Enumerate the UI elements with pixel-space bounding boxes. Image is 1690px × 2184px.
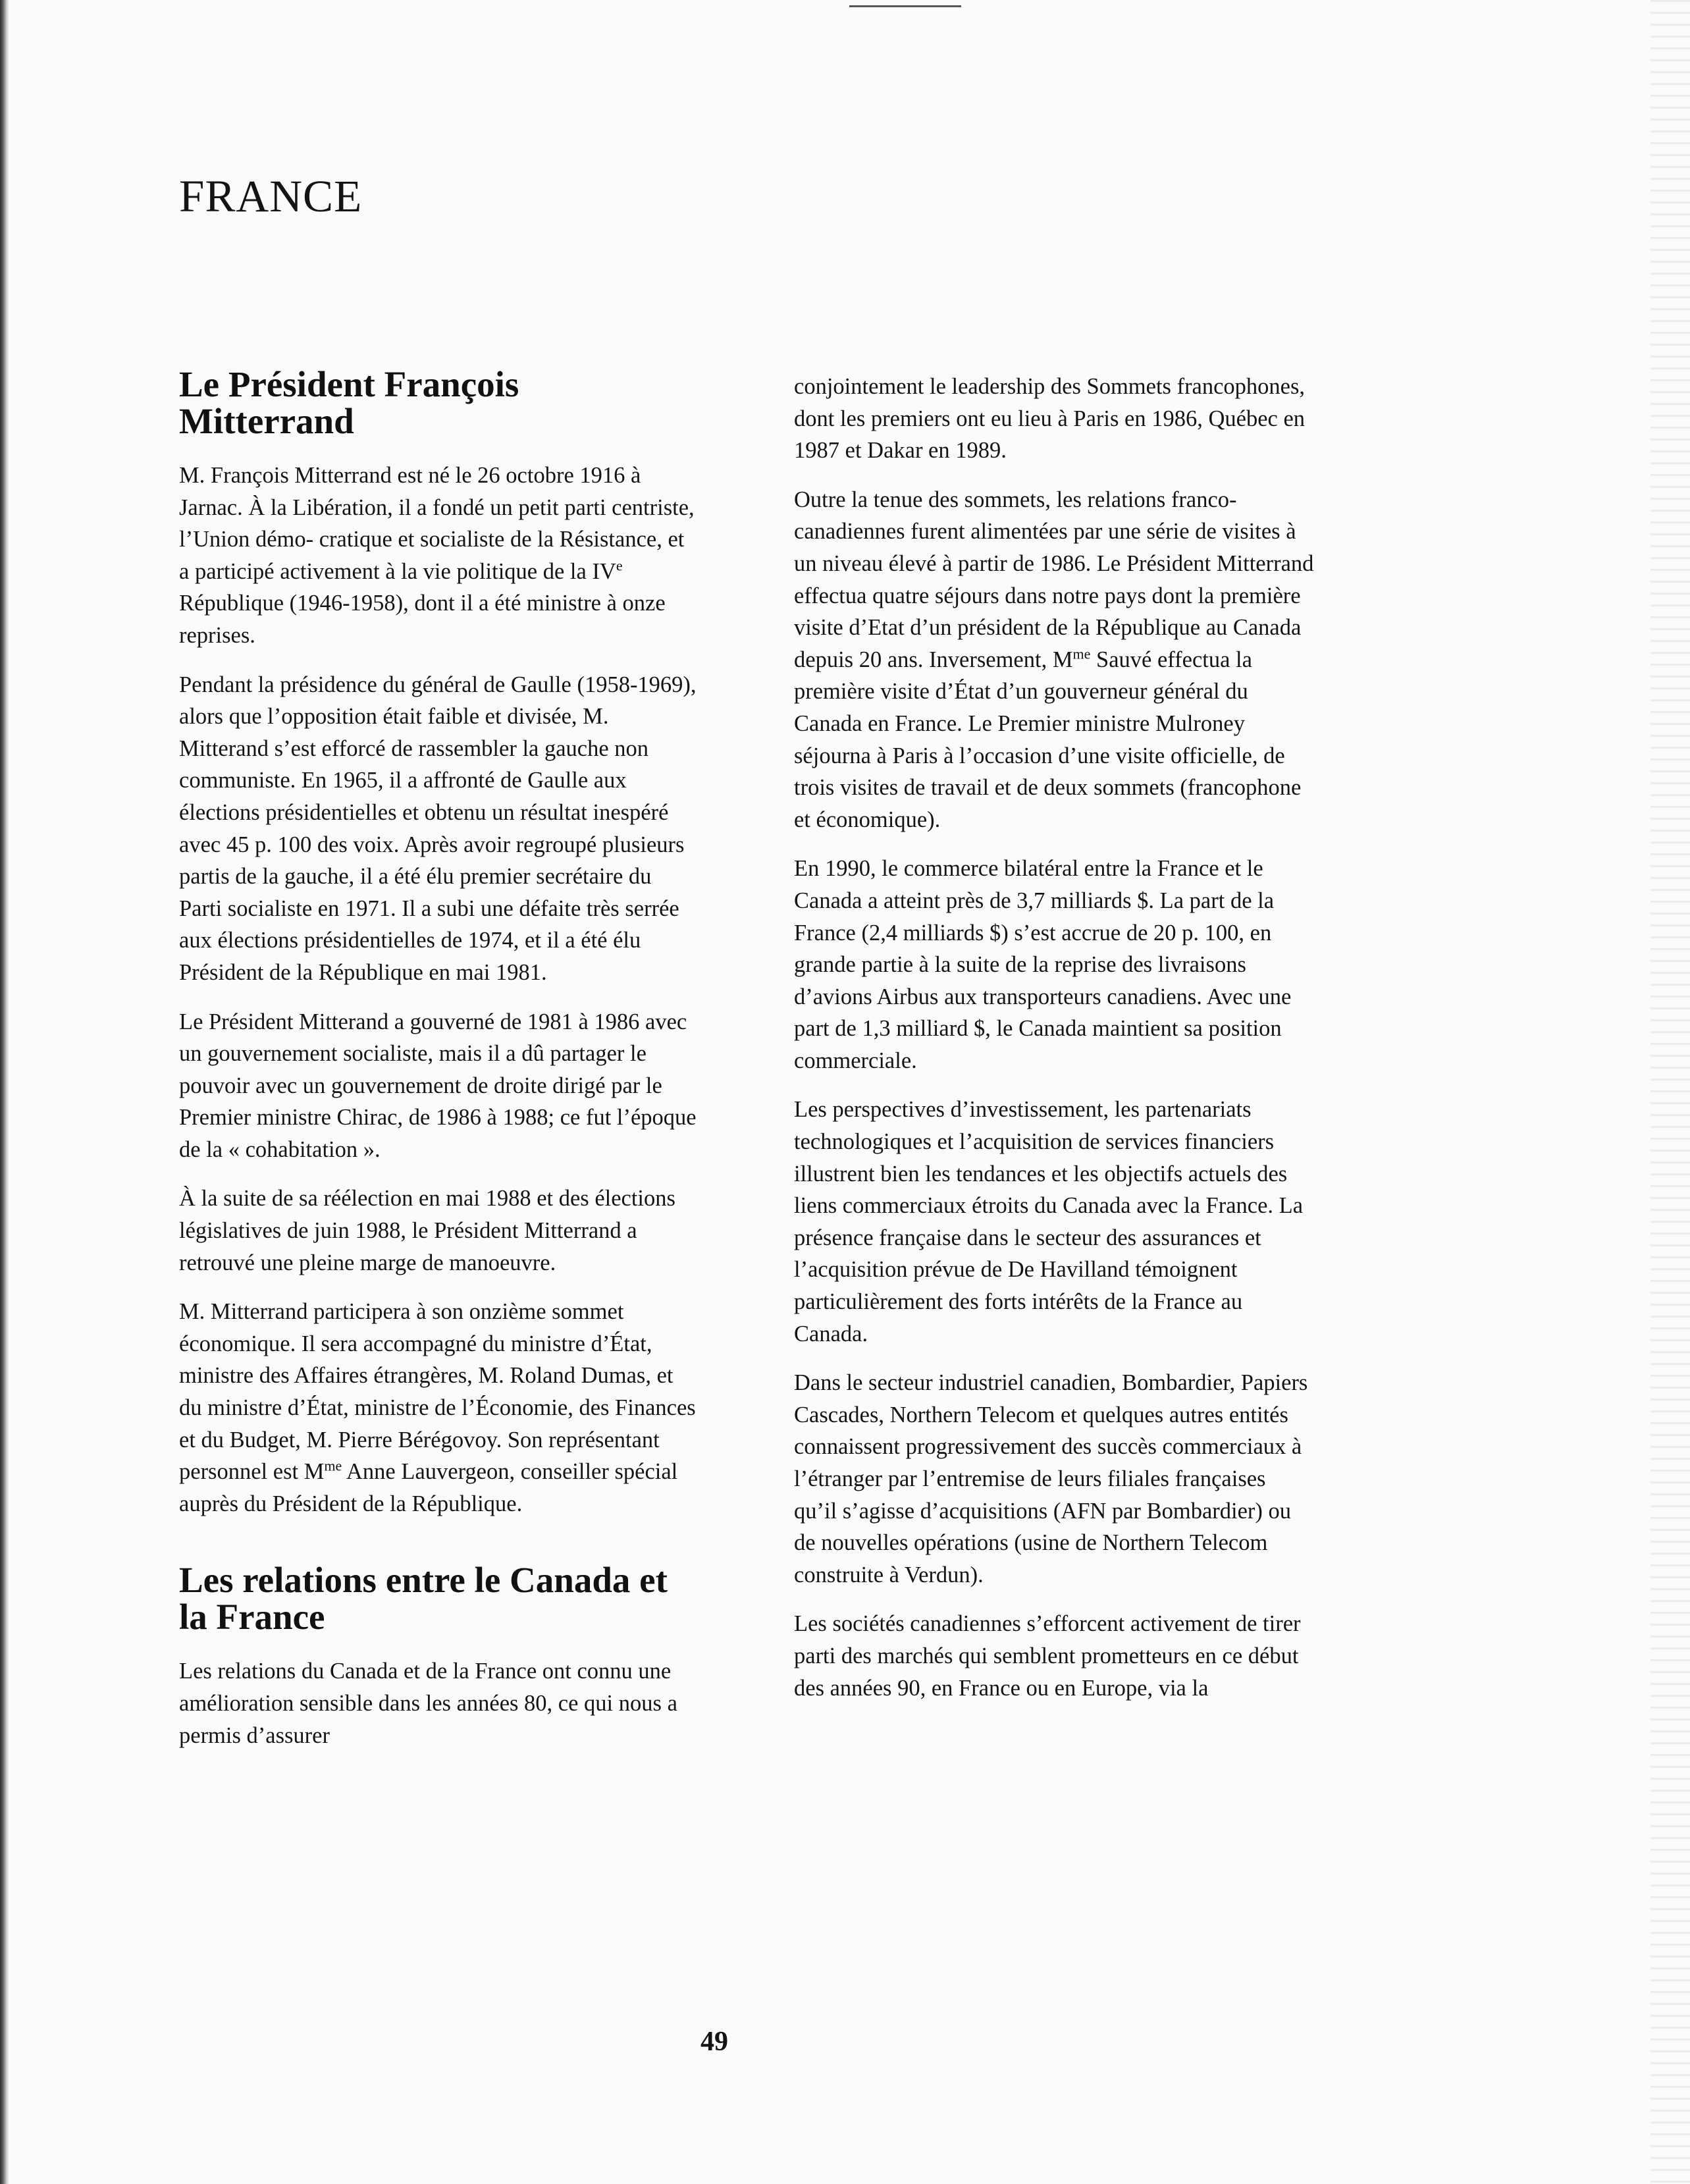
paragraph-text: Outre la tenue des sommets, les relations franco-canadiennes furent alimentées par une série de visites à un niveau élevé à partir de 1986. Le Président Mitterrand effectua quatre séjours dans notre pays dont la première visite d’Etat d’un président de la République au Canada depuis 20 ans. Inversement,	[794, 487, 1314, 672]
paragraph-investment: Les perspectives d’investissement, les partenariats technologiques et l’acquisition de services financiers illustrent bien les tendances et les objectifs actuels des liens commerciaux étroits du Canada avec la France. La présence française dans le secteur des assurances et l’acquisition prévue de De Havilland témoignent particulièrement des forts intérêts de la France au Canada.	[794, 1097, 1304, 1346]
section-heading-relations: Les relations entre le Canada et la France	[179, 1560, 668, 1638]
ordinal-superscript: e	[616, 557, 623, 574]
scan-right-edge-noise	[1650, 0, 1690, 2184]
honorific-base: M	[304, 1459, 325, 1485]
honorific-base: M	[1052, 647, 1073, 672]
paragraph-cohabitation: Le Président Mitterand a gouverné de 1981 à 1986 avec un gouvernement socialiste, mais il a dû partager le pouvoir avec un gouvernement de droite dirigé par le Premier ministre Chirac, de 1986 à 1988; ce fut l’époque de la « cohabitation ».	[179, 1009, 697, 1162]
paragraph-text: M. Mitterrand participera à son onzième sommet économique. Il sera accompagné du ministre d’État, ministre des Affaires étrangères, M. Roland Dumas, et du ministre d’État, ministre de l’Économie, des Finances et du Budget, M. Pierre Bérégovoy. Son représentant personnel est	[179, 1299, 696, 1485]
paragraph-text: Sauvé effectua la première visite d’État d’un gouverneur général du Canada en France. Le Premier ministre Mulroney séjourna à Paris à l’occasion d’une visite officielle, de trois visites de travail et de deux sommets (francophone et économique).	[794, 647, 1302, 832]
paragraph-official-visits	[794, 484, 1314, 836]
paragraph-text: Anne Lauvergeon, conseiller spécial auprès du Président de la République.	[179, 1459, 678, 1516]
paragraph-relations-intro: Les relations du Canada et de la France ont connu une amélioration sensible dans les années 80, ce qui nous a permis d’assurer	[179, 1659, 677, 1748]
paragraph-text: M. François Mitterrand est né le 26 octobre 1916 à Jarnac. À la Libération, il a fondé un petit parti centriste, l’Union démo- cratique et socialiste de la Résistance, et a participé activement à la vie politique de la	[179, 463, 695, 584]
paragraph-text: République (1946-1958), dont il a été ministre à onze reprises.	[179, 591, 666, 648]
paragraph-biography	[179, 460, 699, 652]
honorific	[304, 1459, 342, 1484]
page-title: FRANCE	[179, 171, 363, 221]
republic-ordinal	[592, 559, 622, 584]
honorific-superscript: me	[324, 1457, 342, 1474]
paragraph-summit-delegation	[179, 1296, 699, 1520]
right-column	[794, 371, 1314, 1721]
paragraph-canadian-companies: Les sociétés canadiennes s’efforcent activement de tirer parti des marchés qui semblent prometteurs en ce début des années 90, en France ou en Europe, via la	[794, 1611, 1301, 1701]
paragraph-reelection: À la suite de sa réélection en mai 1988 et des élections législatives de juin 1988, le Président Mitterrand a retrouvé une pleine marge de manoeuvre.	[179, 1186, 675, 1275]
paragraph-bilateral-trade: En 1990, le commerce bilatéral entre la France et le Canada a atteint près de 3,7 milliards $. La part de la France (2,4 milliards $) s’est accrue de 20 p. 100, en grande partie à la suite de la reprise des livraisons d’avions Airbus aux transporteurs canadiens. Avec une part de 1,3 milliard $, le Canada maintient sa position commerciale.	[794, 856, 1292, 1073]
paragraph-francophone-summits: conjointement le leadership des Sommets francophones, dont les premiers ont eu lieu à Paris en 1986, Québec en 1987 et Dakar en 1989.	[794, 374, 1306, 464]
page-number: 49	[700, 2027, 728, 2057]
left-column	[179, 366, 699, 1769]
top-scan-mark	[849, 5, 961, 7]
ordinal-base: IV	[592, 558, 616, 584]
paragraph-de-gaulle: Pendant la présidence du général de Gaulle (1958-1969), alors que l’opposition était faible et divisée, M. Mitterand s’est efforcé de rassembler la gauche non communiste. En 1965, il a affronté de Gaulle aux élections présidentielles et obtenu un résultat inespéré avec 45 p. 100 des voix. Après avoir regroupé plusieurs partis de la gauche, il a été élu premier secrétaire du Parti socialiste en 1971. Il a subi une défaite très serrée aux élections présidentielles de 1974, et il a été élu Président de la République en mai 1981.	[179, 672, 697, 985]
honorific	[1053, 647, 1091, 672]
paragraph-industrial-sector: Dans le secteur industriel canadien, Bombardier, Papiers Cascades, Northern Telecom et quelques autres entités connaissent progressivement des succès commerciaux à l’étranger par l’entremise de leurs filiales françaises qu’il s’agisse d’acquisitions (AFN par Bombardier) ou de nouvelles opérations (usine de Northern Telecom construite à Verdun).	[794, 1370, 1308, 1587]
section-heading-president: Le Président François Mitterrand	[179, 364, 519, 441]
scan-left-edge-shadow	[0, 0, 9, 2184]
honorific-superscript: me	[1072, 645, 1091, 662]
